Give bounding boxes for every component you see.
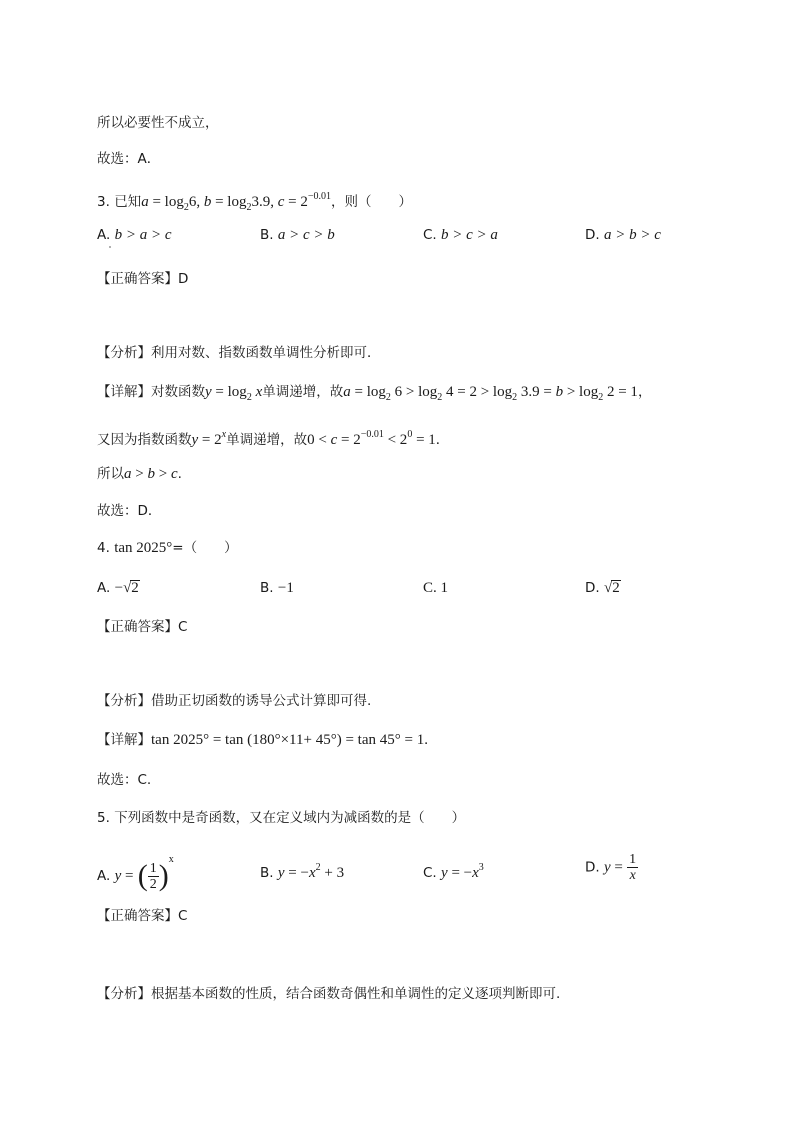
analysis-line <box>97 343 381 363</box>
answer-label: 【正确答案】 <box>97 271 178 287</box>
option-label: B. <box>260 580 274 596</box>
option-expr: a > b > c <box>603 227 661 243</box>
analysis-label: 【分析】 <box>97 986 151 1002</box>
detail-line <box>97 425 449 450</box>
option-expr: $y = -x^3$ <box>441 862 484 881</box>
analysis-text: 利用对数、指数函数单调性分析即可． <box>151 345 381 361</box>
choose-line: 故选：C. <box>97 772 152 788</box>
detail-label: 【详解】 <box>97 384 151 400</box>
detail-text: ， <box>637 384 652 400</box>
answer-value: C <box>178 619 188 635</box>
paren: ) <box>158 859 169 892</box>
formula: y = 2$^x$ <box>191 429 227 448</box>
answer-line <box>97 906 187 926</box>
answer-line <box>97 617 187 637</box>
exponent: x <box>168 854 174 865</box>
detail-line <box>97 730 428 750</box>
option-label: D. <box>585 580 600 596</box>
radicand: 2 <box>612 580 620 596</box>
question-text: 下列函数中是奇函数，又在定义域内为减函数的是（ ） <box>114 810 466 826</box>
question-number: 3. <box>97 194 110 210</box>
option-label: A. <box>97 580 111 596</box>
question-text: =（ ） <box>172 540 238 556</box>
choose-line: 故选：D． <box>97 503 162 519</box>
fraction: $\frac{1}{x}$ <box>629 852 637 883</box>
fraction: $\frac{1}{2}$ <box>149 860 157 892</box>
question-3 <box>97 187 412 218</box>
analysis-text: 根据基本函数的性质，结合函数奇偶性和单调性的定义逐项判断即可. <box>151 986 561 1002</box>
analysis-line <box>97 984 560 1004</box>
detail-text: 单调递增，故 <box>262 384 344 400</box>
option-a <box>97 578 140 598</box>
conclusion-line <box>97 464 182 484</box>
option-label: C. <box>423 227 437 243</box>
option-d <box>585 852 638 883</box>
option-expr: a > c > b <box>277 227 335 243</box>
answer-value: D <box>178 271 189 287</box>
analysis-label: 【分析】 <box>97 345 151 361</box>
option-label: C. 1 <box>423 580 449 596</box>
formula: tan 2025° <box>114 540 173 556</box>
analysis-label: 【分析】 <box>97 693 151 709</box>
option-a <box>97 225 172 245</box>
option-expr: y = <box>114 868 134 884</box>
analysis-line <box>97 691 371 711</box>
question-text: 已知 <box>114 194 142 210</box>
detail-text: 又因为指数函数 <box>97 432 192 448</box>
option-expr: − <box>114 580 124 596</box>
question-number: 4. <box>97 540 110 556</box>
answer-line <box>97 269 188 289</box>
option-label: C. <box>423 865 437 881</box>
sqrt-sign: √ <box>603 580 613 596</box>
question-5 <box>97 808 465 828</box>
formula: tan 2025° = tan (180°×11+ 45°) = tan 45° = 1 <box>151 732 425 748</box>
paren: ( <box>137 859 148 892</box>
option-expr: −1 <box>277 580 294 596</box>
option-expr: b > a > c <box>114 227 172 243</box>
text-line: 故选：A． <box>97 151 161 167</box>
option-label: B. <box>260 865 274 881</box>
formula: $y = \log_2 x$ <box>205 384 263 403</box>
conclusion-text: . <box>177 466 182 482</box>
detail-line <box>97 382 651 408</box>
detail-label: 【详解】 <box>97 732 151 748</box>
detail-text: ． <box>435 432 450 448</box>
option-c <box>423 858 484 883</box>
radicand: 2 <box>131 580 139 596</box>
option-b <box>260 578 294 598</box>
formula: a > b > c <box>124 466 178 482</box>
option-c <box>423 578 448 598</box>
answer-value: C <box>178 908 188 924</box>
answer-label: 【正确答案】 <box>97 908 178 924</box>
option-expr: $y = -x^2 + 3$ <box>277 862 345 881</box>
formula: $a = \log_26$, $b = \log_23.9$, $c = 2^{-0.01}$ <box>141 191 331 213</box>
question-text: ，则（ ） <box>331 194 412 210</box>
option-d <box>585 225 661 245</box>
detail-text: 对数函数 <box>151 384 205 400</box>
detail-text: 单调递增，故 <box>226 432 308 448</box>
text-line: 所以必要性不成立， <box>97 115 219 131</box>
option-label: D. <box>585 227 600 243</box>
answer-label: 【正确答案】 <box>97 619 178 635</box>
formula: $a = \log_2 6 > \log_2 4 = 2 > \log_2 3.9 = b > \log_2 2 = 1$ <box>343 384 638 403</box>
formula: $0 < c = 2^{-0.01} < 2^0 = 1$ <box>307 429 436 448</box>
question-4 <box>97 538 238 558</box>
option-b <box>260 225 335 245</box>
conclusion-text: 所以 <box>97 466 124 482</box>
option-label: A. <box>97 868 111 884</box>
option-c <box>423 225 498 245</box>
option-expr: b > c > a <box>441 227 498 243</box>
sqrt-sign: √ <box>123 580 132 596</box>
option-b <box>260 858 344 883</box>
option-label: B. <box>260 227 274 243</box>
analysis-text: 借助正切函数的诱导公式计算即可得. <box>151 693 372 709</box>
stray-dot <box>109 246 111 248</box>
option-label: D. <box>585 859 600 876</box>
option-label: A. <box>97 227 111 243</box>
formula-end: . <box>424 732 428 748</box>
option-a <box>97 850 174 892</box>
question-number: 5. <box>97 810 110 826</box>
option-d <box>585 578 621 598</box>
option-expr: y = <box>603 859 623 876</box>
